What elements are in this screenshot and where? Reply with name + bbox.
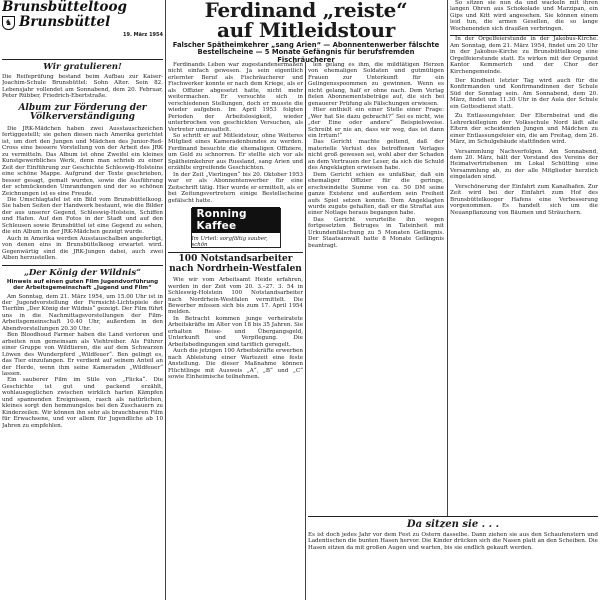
column-rule [305,62,306,600]
crest-icon: ♞ [2,16,15,30]
album-paragraph: Die JRK-Mädchen haben zwei Ausstauschzeichen fertiggestellt; sie gehen diesen nach Amerika gerichtet ist, um dort den Jungen und Mädchen des Junior-Red-Cross eine bessere Vorstellung von der Arbeit des JRK zu vermitteln. Das Album ist ohne Zweifel ein kleines Kunstgewerbliches Werk, denn man schrieb zu einer Zeit der Einführung zur Geschichte Schleswig-Holsteins eine schöne Mappe. Aufgrund der Texte geschrieben, besser gesagt, gemalt wurden, sowie die Ausführung der schmückenden Umrandungen und der so schönen Zeichnungen ist es eine Freude. [2,126,163,197]
album-article [2,126,163,262]
notstand-paragraph: In Betracht kommen junge verheiratete Arbeitskräfte im Alter von 18 bis 35 Jahren. Sie erhalten Reise- und Übergangsgeld, Unterkunft und Verpflegung. Die Arbeitsbedingungen sind tariflich geregelt. [168,315,303,348]
main-headline-block [168,0,444,64]
column-rule [447,0,448,516]
dasitzen-text: Es ist doch jedes Jahr vor dem Fest zu Ostern dasselbe. Dann ziehen sie aus den Schaufenstern und Ladentischen die bunten Hasen hervor. Die Kinder drücken sich die Nasen platt an den Scheiben. Die Hasen sitzen da mit großen Augen und warten, bis sie endlich gekauft werden. [308,532,598,551]
article-paragraph: Dem Gericht schien es unfaßbar, daß ein ehemaliger Offizier für die geringe, erschwindelte Summe von ca. 50 DM seine ganze Existenz und außerdem sein Freiheit aufs Spiel setzen konnte. Dem Angeklagten wurde zugute gehalten, daß er die Straftat aus einer Notlage heraus begangen habe. [308,171,444,217]
notstand-article [168,277,303,380]
masthead [2,0,163,59]
main-subheadline: Falscher Spätheimkehrer „sang Arien“ — Abonnentenwerber fälschte Bestellscheine — 5 Monate Gefängnis für berufsfremden Fischräucherer [172,41,440,64]
koenig-subheading: Hinweis auf einen guten Film Jugendvorführung der Arbeitsgemeinschaft „Jugend und Film“ [6,278,159,292]
masthead-title: Brunsbütteltoog [2,0,127,15]
divider [2,265,163,266]
koenig-heading: „Der König der Wildnis“ [23,267,142,278]
dasitzen-article [308,519,598,551]
left-column [2,0,163,600]
article-paragraph: Das Gericht machte geltend, daß der materielle Verlust des betroffenen Verlages nicht groß gewesen sei, wohl aber der Schaden an dem Vertrauen der Leser, da sich die Schuld des Angeklagten erwiesen habe. [308,139,444,172]
koenig-paragraph: Ben Bloodhoud Farmer haben die Land verloren und arbeiten nun gemeinsam als Viehtreiber. Als Führer einer Gruppe von Wildtieren, die auf dem Schwarzen Löwen des Wunderpferd „Wildfeuer“. Ben gelingt es, das Tier einzufangen. Er verdient auf seinem Anteil an der Herde, wenn ihm seine Kameraden „Wildfeuer“ lassen. [2,332,163,377]
divider [168,252,303,253]
main-article-part-1 [168,62,303,204]
divider [308,516,598,517]
article-paragraph: So schritt er auf Mitleidstour, ohne Weiteres Mitglied eines Kameradenbundes zu werden. Ferdinand besuchte die ehemaligen Offiziere, um Geld zu schnorren. Er stellte sich vor als Spätheimkehrer aus Russland, sang Arien und erzählte ergreifende Geschichten. [168,132,303,172]
column-2 [168,62,303,600]
birthday-text: Die Reifeprüfung bestand beim Aufbau zur Kaiser-Joachim-Schule Brunsbüttel: Sohn Alter. Sein 82. Lebensjahr vollendet am Sonnabend, dem 20. Februar, Peter Rübber, Friedrich-Ebertstraße. [2,74,163,100]
news-paragraph: Zu Entlassungsfeier. Der Elternbeirat und die Lehrerkollegium der Volksschule Nord lädt alle Eltern der scheidenden Jungen und Mädchen zu einer Entlassungsfeier ein, die am Freitag, dem 26. März, im Schulgebäude stattfinden wird. [450,113,598,146]
article-paragraph: Hier enthielt ein einer Stelle einer Frage: „Wer hat Sie dazu gebracht?“ Sei es nicht, wie „der Eine oder andere“ Beispielsweise. Schreibt er nie an, dass wir weg, das ist dann ein Irrtum!“ [308,107,444,139]
notstand-paragraph: Wie wir vom Arbeitsamt Heide erfahren, werden in der Zeit vom 20. 3.–27. 3. 54 in Schleswig-Holstein 100 Notstandsarbeiter nach Nordrhein-Westfalen vermittelt. Die Bewerber müssen sich bis zum 17. April 1954 melden. [168,277,303,316]
gratulieren-heading: Wir gratulieren! [43,62,122,72]
coffee-advertisement [191,208,281,248]
issue-date: 19. März 1954 [123,32,163,38]
news-paragraph: Verschönerung der Einfahrt zum Kanalhafen. Zur Zeit wird bei der Einfahrt zum Hof des Brunsbüttelkooger Hafens eine Verbesserung vorgenommen. Es handelt sich um die Neuanpflanzung von Bäumen und Sträuchern. [450,183,598,216]
main-headline-2: auf Mitleidstour [216,18,396,42]
album-heading: Album zur Förderung der Völkerverständigung [18,102,147,123]
article-paragraph: Das Gericht verurteilte ihn wegen fortgesetzten Betruges in Tateinheit mit Urkundenfälschung zu 5 Monaten Gefängnis. Der Staatsanwalt hatte 8 Monate Gefängnis beantragt. [308,216,444,249]
ad-slogan: Im Urteil: sorgfältig sauber, schön [191,236,268,249]
koenig-paragraph: Ein sauberer Film im Stile von „Flicka“. Die Geschichte ist gut und packend erzählt, wohlausgeglichen zwischen wirklich harten Kämpfen und spannenden Ereignissen, rasch als natürlichen, kleines sorgt den hemmungslos bei den Zuschauern zu Kinderzeilen. Wir können ihn sehr als brauchbaren Film für Erwachsene, und vor allem für Jugendliche ab 10 Jahren zu empfehlen. [2,377,163,429]
album-paragraph: Die Umschlagtafel ist ein Bild vom Brunsbüttelkoog. Sie haben Seiten der Handwerk bestaunt, wie die Bilder der aus unserer Gegend, Schleswig-Holstein, Schiffen und Hafen. Auf den Fotos in der Stadt und auf den Schleusen sowie Brunsbüttel ist eine Gegend zu sehen, die ein Album in der JRK-Mädchen gezeigt wurde. [2,196,163,236]
koenig-article [2,294,163,430]
article-paragraph: In der Zeit „Vierlingen“ bis 20. Oktober 1953 war er als Abonnentenwerber für eine Zeitschrift tätig. Hier wurde er ermittelt, als er bei Zeitungsvertretern einige Bestellscheine gefälscht hatte. [168,171,303,204]
column-3 [308,62,444,516]
column-4 [450,0,598,516]
masthead-subtitle: Brunsbüttel [19,14,111,30]
notstand-paragraph: Auch die jetzigen 100 Arbeitskräfte erwerben nach Ableistung einer Wartezeit eine feste Anstellung. Die dieser Maßnahme können Flüchtlinge mit Ausweis „A“, „B“ und „C“ sowie Einheimische teilnehmen. [168,348,303,380]
news-paragraph: So sitzen sie nun da und wackeln mit ihren langen Ohren aus Schokolade und Marzipan, ein Gips und Kitt wird angesehen. Sie können einem leid tun, die armen Gesellen, die so lange Wochenenden sich draußen verbringen. [450,0,598,32]
koenig-paragraph: Am Sonntag, dem 21. März 1954, um 15.00 Uhr ist in der Jugendvorstellung der Fernsicht-Lichtspiele der Tierfilm „Der König der Wildnis“ gezeigt. Der Film führt uns in die Nachmittagsvorstellungen der Film-Arbeitsgemeinschaft 10.40 Uhr, außerdem in den Abendvorstellungen 20.30 Uhr. [2,293,163,332]
divider [2,59,163,60]
album-paragraph: Auch in Amerika werden Ausstauschalben angefertigt, von denen eins in Brunsbüttelkoog erwartet wird. Gegenwärtig sind die JRK-Jungen dabei, auch zwei Alben herzustellen. [2,235,163,262]
notstand-heading: 100 Notstandsarbeiter nach Nordrhein-Westfalen [169,253,302,274]
main-headline: Ferdinand „reiste“ [204,0,408,22]
main-article-part-2 [308,62,444,249]
article-paragraph: Ferdinands Leben war zugestandenermaßen nicht einfach gewesen. Ja sein eigentlich erlernter Beruf als Fischräucherer und Fischwerker konnte er nach dem Kriege, als er als Offizier abgesetzt hatte, nicht mehr weitermachen. Er versuchte sich in verschiedenen Stellungen, doch er musste die wieder aufgeben. Im April 1953 folgten Perioden der Arbeitslosigkeit, wieder unterbrochen von geschickten Versuchen, als Vertreter umzusattelt. [168,62,303,133]
news-paragraph: Der Kindheit letzter Tag wird auch für die Konfirmanden und Konfirmandinnen der Schule Süd der Sonntag sein. Am Sonnabend, dem 20. März, findet um 11.30 Uhr in der Aula der Schule ein Gottesdienst statt. [450,77,598,110]
ad-brand: Ronning Kaffee [192,207,280,233]
dasitzen-heading: Da sitzen sie . . . [406,519,500,530]
news-paragraph: Versammlung Nachverfolgen. Am Sonnabend, dem 20. März, hält der Vorstand des Vereins der Heimatvertriebenen im Lokal Schütting eine Versammlung ab, zu der alle Mitglieder herzlich eingeladen sind. [450,148,598,181]
column-rule [165,0,166,600]
article-paragraph: len gelang es ihm, die mildtätigen Herzen von ehemaligen Soldaten und gutmütigen Frauen zur Unterkunft für ein Gelingensspoommen zu gewinnen. Wenn es nicht gelang, half er ohne nach. Dem Verlag fielen Abonnementsbeträge auf, die sich bei genauerer Prüfung als Fälschungen erwiesen. [308,62,444,107]
news-paragraph: In der Orgelfeierstunde in der Jakobus-Kirche. Am Sonntag, dem 21. März 1954, findet um 20 Uhr in der Jakobus-Kirche zu Brunsbüttelkoog eine Orgelfeierstunde statt. Es wirken mit der Organist Kantor Kemmerich und der Chor der Kirchengemeinde. [450,36,598,75]
local-news [450,0,598,216]
